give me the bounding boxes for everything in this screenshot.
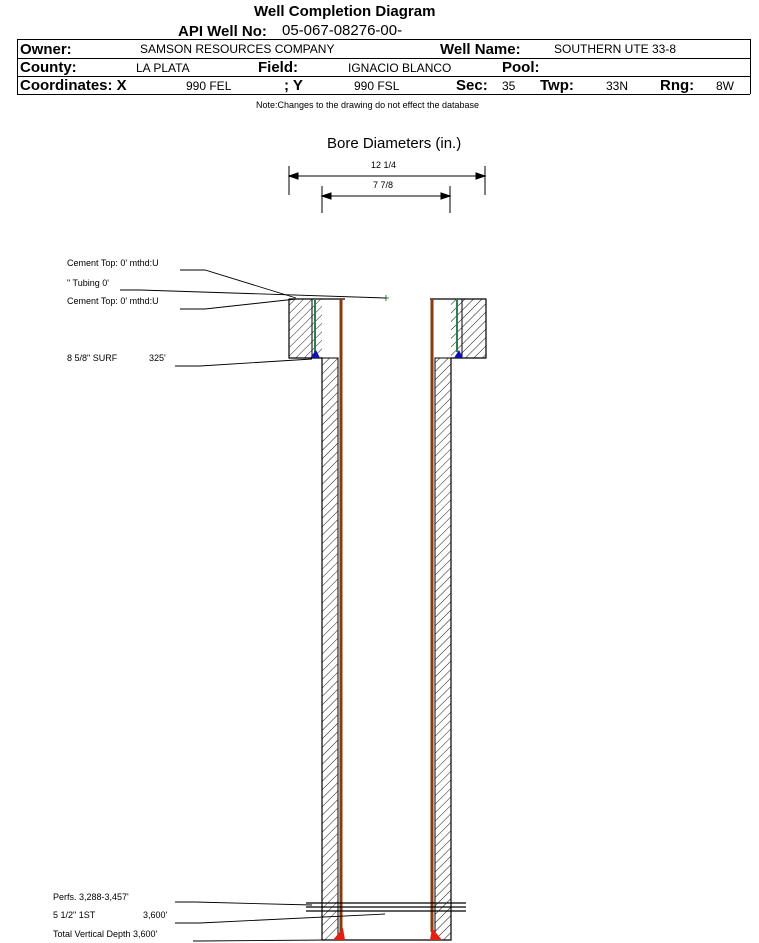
surface-casing-label: 8 5/8" SURF bbox=[67, 353, 118, 363]
rng-label: Rng: bbox=[660, 77, 695, 94]
wellname-label: Well Name: bbox=[440, 41, 521, 58]
wellbore-outline bbox=[289, 299, 486, 940]
tvd-label: Total Vertical Depth 3,600' bbox=[53, 929, 158, 939]
production-depth-label: 3,600' bbox=[143, 910, 168, 920]
outer-diameter-label: 12 1/4 bbox=[371, 160, 397, 170]
note-text: Note:Changes to the drawing do not effect the database bbox=[256, 100, 479, 110]
bore-title: Bore Diameters (in.) bbox=[327, 135, 462, 152]
outer-diameter-dimension bbox=[289, 166, 485, 195]
production-casing-shoe bbox=[333, 928, 442, 940]
coordx-label: Coordinates: X bbox=[20, 77, 127, 94]
twp-value: 33N bbox=[606, 79, 629, 93]
inner-diameter-dimension bbox=[322, 186, 450, 213]
coordy-label: ; Y bbox=[284, 77, 303, 94]
wellname-value: SOUTHERN UTE 33-8 bbox=[554, 42, 677, 56]
leader-lines bbox=[120, 270, 386, 941]
county-value: LA PLATA bbox=[136, 61, 190, 75]
production-cement bbox=[312, 299, 462, 940]
sec-label: Sec: bbox=[456, 77, 488, 94]
perfs-label: Perfs. 3,288-3,457' bbox=[53, 892, 129, 902]
api-label: API Well No: bbox=[178, 23, 267, 40]
cement-top-label-1: Cement Top: 0' mthd:U bbox=[67, 258, 159, 268]
county-label: County: bbox=[20, 59, 77, 76]
production-casing bbox=[341, 299, 432, 932]
production-casing-label: 5 1/2" 1ST bbox=[53, 910, 96, 920]
owner-value: SAMSON RESOURCES COMPANY bbox=[140, 42, 335, 56]
coordy-value: 990 FSL bbox=[354, 79, 400, 93]
surface-casing-shoe bbox=[310, 350, 463, 358]
field-label: Field: bbox=[258, 59, 298, 76]
tubing-label: " Tubing 0' bbox=[67, 278, 109, 288]
api-value: 05-067-08276-00- bbox=[282, 22, 403, 39]
twp-label: Twp: bbox=[540, 77, 574, 94]
rng-value: 8W bbox=[716, 79, 734, 93]
pool-label: Pool: bbox=[502, 59, 540, 76]
surface-depth-label: 325' bbox=[149, 353, 166, 363]
cement-top-label-2: Cement Top: 0' mthd:U bbox=[67, 296, 159, 306]
coordx-value: 990 FEL bbox=[186, 79, 232, 93]
sec-value: 35 bbox=[502, 79, 516, 93]
diagram-title: Well Completion Diagram bbox=[254, 3, 436, 20]
inner-diameter-label: 7 7/8 bbox=[373, 180, 394, 190]
field-value: IGNACIO BLANCO bbox=[348, 61, 452, 75]
surface-casing bbox=[315, 299, 457, 352]
owner-label: Owner: bbox=[20, 41, 72, 58]
